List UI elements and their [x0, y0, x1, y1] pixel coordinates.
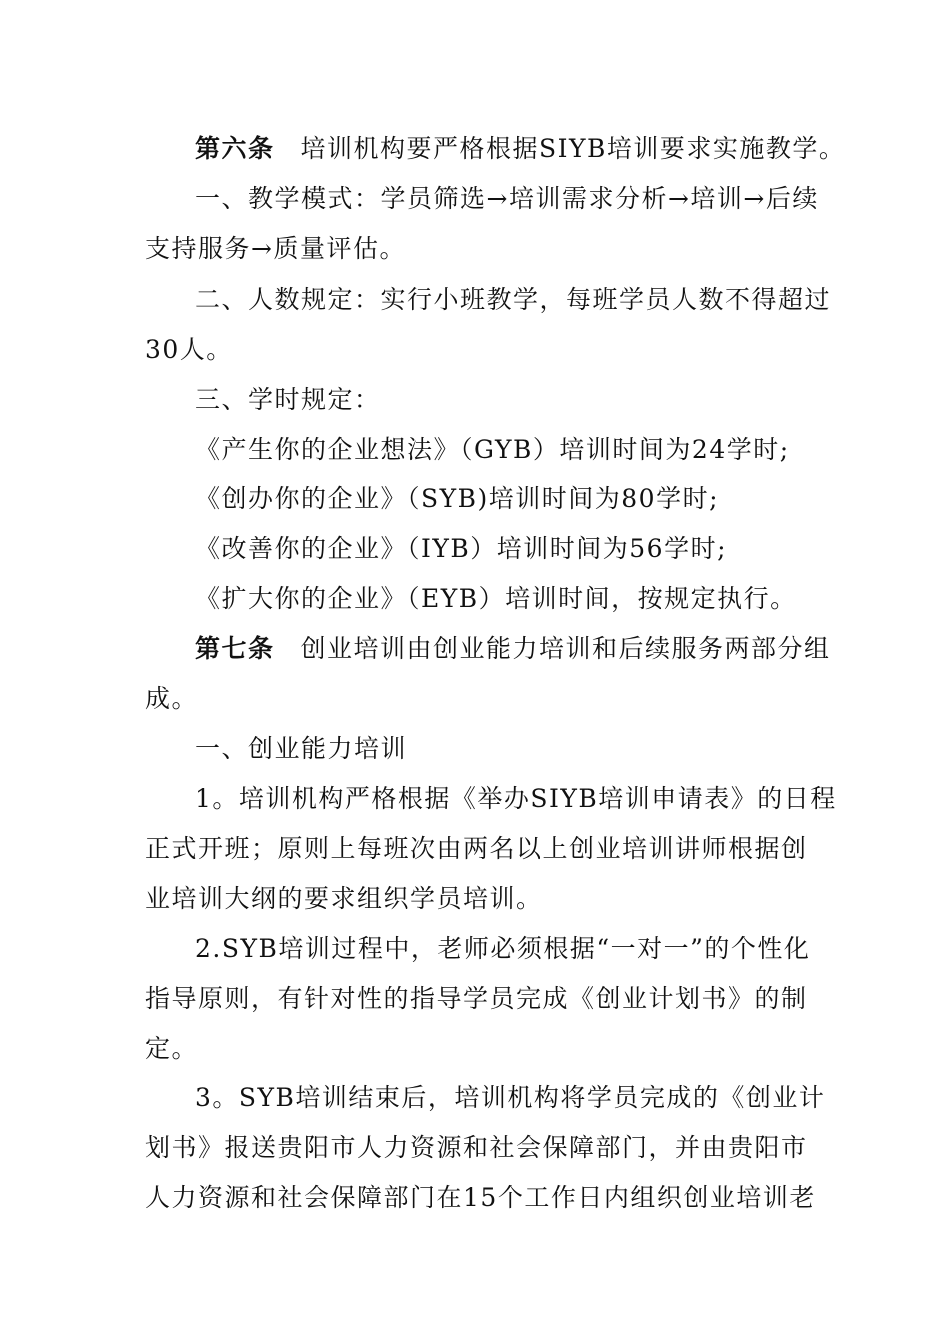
class-hours-eyb: 《扩大你的企业》（EYB）培训时间，按规定执行。	[195, 584, 797, 613]
class-hours-syb: 《创办你的企业》（SYB)培训时间为80学时;	[195, 484, 719, 513]
class-size-line-1: 二、人数规定：实行小班教学，每班学员人数不得超过	[195, 285, 832, 314]
item-2-line-1: 2.SYB培训过程中，老师必须根据“一对一”的个性化	[195, 934, 811, 963]
item-2-line-3: 定。	[145, 1034, 199, 1063]
item-1-line-2: 正式开班；原则上每班次由两名以上创业培训讲师根据创	[145, 834, 808, 863]
item-1-line-1: 1。培训机构严格根据《举办SIYB培训申请表》的日程	[195, 784, 837, 813]
article-6-heading: 第六条	[195, 134, 275, 163]
entrepreneurship-training-heading: 一、创业能力培训	[195, 734, 408, 763]
article-7-text-line-2: 成。	[145, 684, 199, 713]
item-2-line-2: 指导原则，有针对性的指导学员完成《创业计划书》的制	[145, 984, 808, 1013]
item-3-line-2: 划书》报送贵阳市人力资源和社会保障部门，并由贵阳市	[145, 1133, 808, 1162]
class-hours-gyb: 《产生你的企业想法》（GYB）培训时间为24学时;	[195, 435, 790, 464]
class-size-line-2: 30人。	[145, 335, 233, 364]
class-hours-heading: 三、学时规定：	[195, 385, 381, 414]
article-6-paragraph	[195, 134, 846, 164]
teaching-mode-line-1: 一、教学模式：学员筛选→培训需求分析→培训→后续	[195, 184, 819, 213]
item-1-line-3: 业培训大纲的要求组织学员培训。	[145, 884, 543, 913]
article-6-text: 培训机构要严格根据SIYB培训要求实施教学。	[300, 134, 846, 163]
article-7-paragraph	[195, 634, 831, 664]
article-7-heading: 第七条	[195, 634, 275, 663]
item-3-line-1: 3。SYB培训结束后，培训机构将学员完成的《创业计	[195, 1083, 826, 1112]
item-3-line-3: 人力资源和社会保障部门在15个工作日内组织创业培训老	[145, 1183, 816, 1212]
teaching-mode-line-2: 支持服务→质量评估。	[145, 234, 406, 263]
article-7-text-line-1: 创业培训由创业能力培训和后续服务两部分组	[300, 634, 831, 663]
class-hours-iyb: 《改善你的企业》（IYB）培训时间为56学时;	[195, 534, 727, 563]
